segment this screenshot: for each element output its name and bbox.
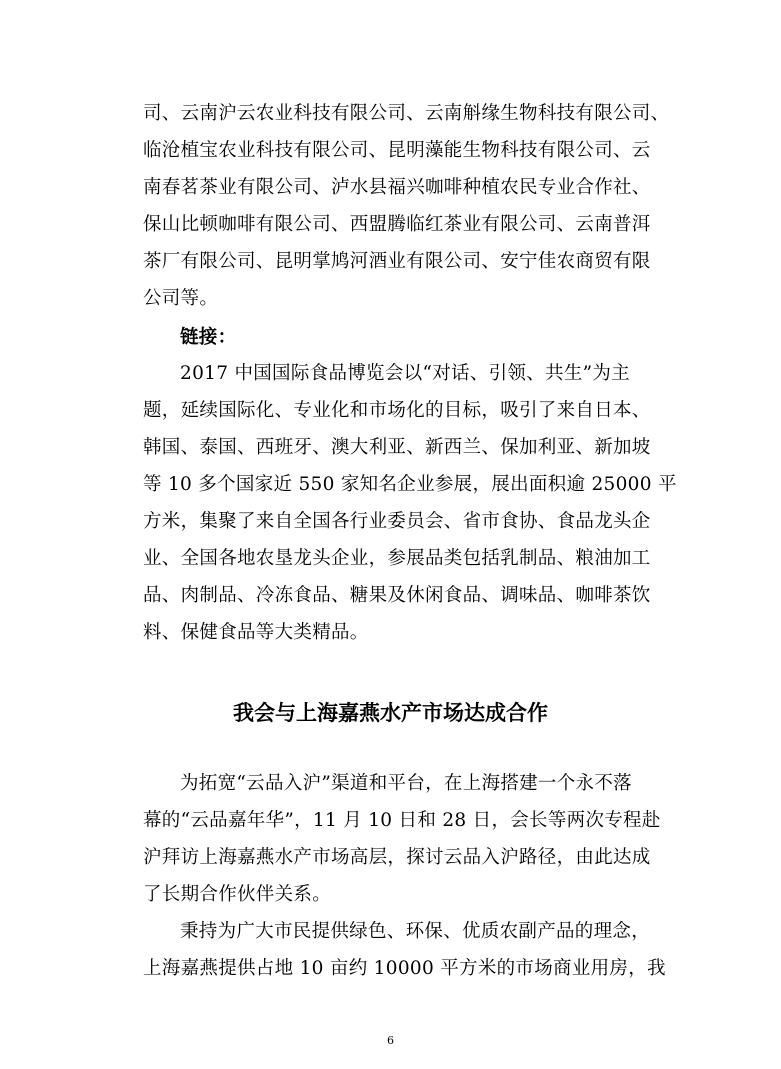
paragraph-line: 题，延续国际化、专业化和市场化的目标，吸引了来自日本、	[143, 400, 651, 421]
paragraph-line: 司、云南沪云农业科技有限公司、云南斛缘生物科技有限公司、	[143, 103, 670, 124]
paragraph-line: 韩国、泰国、西班牙、澳大利亚、新西兰、保加利亚、新加坡	[143, 437, 651, 458]
paragraph-line: 上海嘉燕提供占地 10 亩约 10000 平方米的市场商业用房，我	[143, 958, 666, 979]
paragraph-line: 料、保健食品等大类精品。	[143, 622, 369, 643]
paragraph-line: 沪拜访上海嘉燕水产市场高层，探讨云品入沪路径，由此达成	[143, 847, 651, 868]
paragraph-line: 公司等。	[143, 288, 219, 309]
cooperation-body	[143, 765, 666, 987]
expo-intro-paragraph	[143, 355, 677, 651]
paragraph-line: 幕的“云品嘉年华”，11 月 10 日和 28 日，会长等两次专程赴	[143, 810, 661, 831]
paragraph-line: 为拓宽“云品入沪”渠道和平台，在上海搭建一个永不落	[180, 773, 632, 794]
link-label: 链接：	[180, 327, 237, 348]
paragraph-line: 品、肉制品、冷冻食品、糖果及休闲食品、调味品、咖啡茶饮	[143, 585, 651, 606]
paragraph-line: 保山比顿咖啡有限公司、西盟腾临红茶业有限公司、云南普洱	[143, 214, 651, 235]
paragraph-line: 业、全国各地农垦龙头企业，参展品类包括乳制品、粮油加工	[143, 548, 651, 569]
section-title: 我会与上海嘉燕水产市场达成合作	[233, 700, 548, 725]
paragraph-line: 临沧植宝农业科技有限公司、昆明藻能生物科技有限公司、云	[143, 140, 651, 161]
paragraph-line: 南春茗茶业有限公司、泸水县福兴咖啡种植农民专业合作社、	[143, 177, 651, 198]
paragraph-line: 了长期合作伙伴关系。	[143, 884, 332, 905]
paragraph-line: 2017 中国国际食品博览会以“对话、引领、共生”为主	[180, 363, 630, 384]
link-section	[143, 319, 643, 356]
paragraph-line: 茶厂有限公司、昆明掌鸠河酒业有限公司、安宁佳农商贸有限	[143, 251, 651, 272]
paragraph-line: 等 10 多个国家近 550 家知名企业参展，展出面积逾 25000 平	[143, 474, 677, 495]
company-list-paragraph	[143, 95, 670, 317]
paragraph-line: 方米，集聚了来自全国各行业委员会、省市食协、食品龙头企	[143, 511, 651, 532]
page-number: 6	[387, 1034, 394, 1047]
paragraph-line: 秉持为广大市民提供绿色、环保、优质农副产品的理念，	[180, 921, 651, 942]
